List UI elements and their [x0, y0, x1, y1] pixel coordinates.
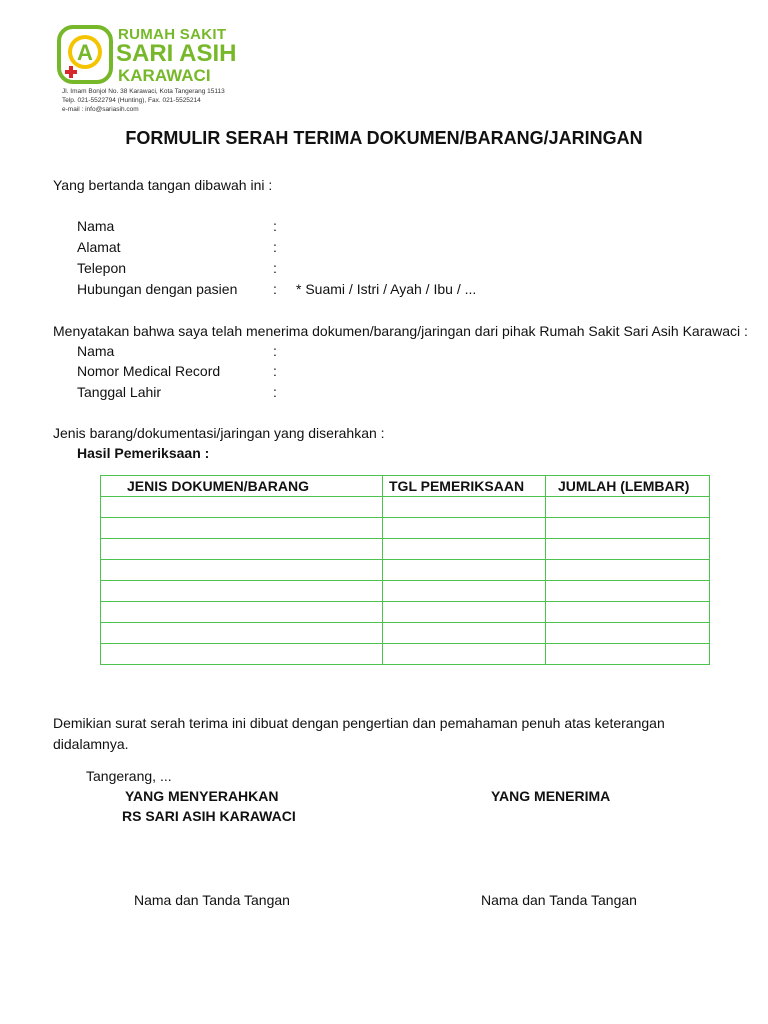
patient-name-label: Nama [77, 343, 115, 359]
place-date: Tangerang, ... [86, 768, 172, 784]
giver-relation-sep: : [273, 281, 277, 297]
table-cell[interactable] [101, 539, 383, 560]
form-title: FORMULIR SERAH TERIMA DOKUMEN/BARANG/JARINGAN [125, 128, 643, 148]
table-cell[interactable] [546, 644, 710, 665]
table-cell[interactable] [546, 497, 710, 518]
hospital-email: e-mail : info@sariasih.com [62, 106, 139, 113]
closing-line2: didalamnya. [53, 736, 129, 752]
table-cell[interactable] [101, 581, 383, 602]
table-cell[interactable] [383, 497, 546, 518]
table-row [101, 539, 710, 560]
table-row [101, 560, 710, 581]
intro-text: Yang bertanda tangan dibawah ini : [53, 177, 273, 193]
table-cell[interactable] [383, 539, 546, 560]
table-row [101, 623, 710, 644]
table-row [101, 602, 710, 623]
svg-text:A: A [77, 40, 93, 65]
hospital-phone: Telp. 021-5522794 (Hunting), Fax. 021-5525214 [62, 97, 201, 104]
statement-text: Menyatakan bahwa saya telah menerima dokumen/barang/jaringan dari pihak Rumah Sakit Sari Asih Karawaci : [53, 323, 748, 339]
table-cell[interactable] [383, 602, 546, 623]
items-subtitle: Hasil Pemeriksaan : [77, 445, 210, 461]
patient-dob-label: Tanggal Lahir [77, 384, 162, 400]
table-header-row [101, 476, 710, 497]
signer-left-title: YANG MENYERAHKAN [125, 788, 279, 804]
logo-emblem-icon [56, 24, 116, 88]
col-header-jenis: JENIS DOKUMEN/BARANG [101, 476, 383, 497]
hospital-name-line3: KARAWACI [118, 66, 211, 85]
table-cell[interactable] [383, 518, 546, 539]
col-header-jumlah: JUMLAH (LEMBAR) [546, 476, 710, 497]
table-row [101, 644, 710, 665]
hospital-name-line1: RUMAH SAKIT [118, 26, 227, 43]
closing-line1: Demikian surat serah terima ini dibuat dengan pengertian dan pemahaman penuh atas keterangan [53, 715, 665, 731]
giver-phone-label: Telepon [77, 260, 127, 276]
table-cell[interactable] [101, 644, 383, 665]
table-cell[interactable] [546, 539, 710, 560]
items-intro: Jenis barang/dokumentasi/jaringan yang diserahkan : [53, 425, 385, 441]
table-row [101, 581, 710, 602]
patient-mr-sep: : [273, 363, 277, 379]
table-cell[interactable] [383, 581, 546, 602]
table-cell[interactable] [101, 623, 383, 644]
table-cell[interactable] [546, 623, 710, 644]
patient-mr-label: Nomor Medical Record [77, 363, 221, 379]
table-cell[interactable] [101, 518, 383, 539]
table-cell[interactable] [101, 497, 383, 518]
signer-right-title: YANG MENERIMA [491, 788, 611, 804]
table-cell[interactable] [546, 560, 710, 581]
hospital-address: Jl. Imam Bonjol No. 38 Karawaci, Kota Tangerang 15113 [62, 88, 225, 95]
table-cell[interactable] [546, 581, 710, 602]
table-cell[interactable] [383, 644, 546, 665]
table-cell[interactable] [101, 602, 383, 623]
giver-address-label: Alamat [77, 239, 121, 255]
signature-caption-right: Nama dan Tanda Tangan [481, 892, 637, 908]
giver-address-sep: : [273, 239, 277, 255]
table-cell[interactable] [383, 560, 546, 581]
patient-dob-sep: : [273, 384, 277, 400]
giver-phone-sep: : [273, 260, 277, 276]
handover-table [100, 475, 710, 665]
giver-name-label: Nama [77, 218, 115, 234]
signature-caption-left: Nama dan Tanda Tangan [134, 892, 290, 908]
table-row [101, 518, 710, 539]
table-row [101, 497, 710, 518]
giver-name-sep: : [273, 218, 277, 234]
table-cell[interactable] [546, 602, 710, 623]
table-cell[interactable] [383, 623, 546, 644]
table-cell[interactable] [101, 560, 383, 581]
patient-name-sep: : [273, 343, 277, 359]
hospital-name-line2: SARI ASIH [116, 40, 237, 67]
table-cell[interactable] [546, 518, 710, 539]
giver-relation-label: Hubungan dengan pasien [77, 281, 238, 297]
signer-left-org: RS SARI ASIH KARAWACI [122, 808, 296, 824]
col-header-tgl: TGL PEMERIKSAAN [383, 476, 546, 497]
giver-relation-options: * Suami / Istri / Ayah / Ibu / ... [296, 281, 477, 297]
